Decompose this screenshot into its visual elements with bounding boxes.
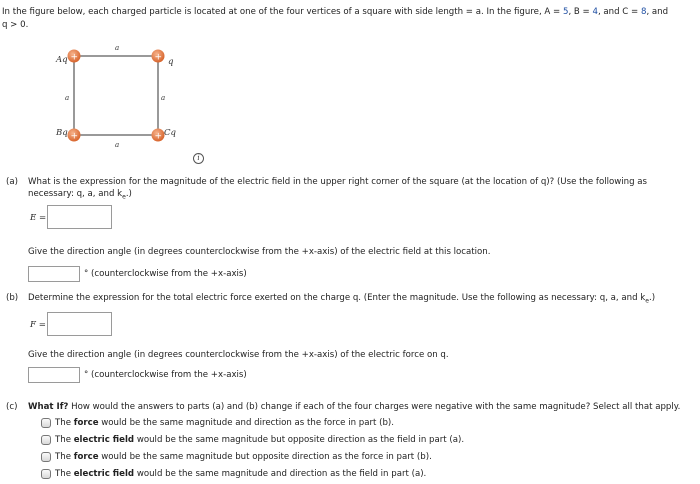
part-a-question-end: .) <box>125 189 132 199</box>
label-Cq: Cq <box>164 128 176 138</box>
intro-text-3: , and C = <box>597 7 641 17</box>
option-2-post: would be the same magnitude but opposite direction as the field in part (a). <box>134 435 465 445</box>
svg-text:+: + <box>154 52 163 63</box>
part-a-direction-prompt: Give the direction angle (in degrees counterclockwise from the +x-axis) of the electric field at this location. <box>28 247 491 257</box>
part-a-question-text: necessary: q, a, and k <box>28 189 123 199</box>
part-c-marker: (c) <box>6 402 18 412</box>
force-angle-input[interactable] <box>28 367 80 383</box>
charge-square-figure <box>50 40 190 160</box>
intro-text-2: , B = <box>568 7 593 17</box>
f-input[interactable] <box>47 312 112 336</box>
part-b-direction-prompt: Give the direction angle (in degrees counterclockwise from the +x-axis) of the electric force on q. <box>28 350 449 360</box>
option-3-pre: The <box>55 452 74 462</box>
svg-text:+: + <box>70 52 79 63</box>
info-icon-glyph: i <box>197 154 200 162</box>
label-q: q <box>168 57 174 67</box>
info-icon[interactable] <box>193 153 204 164</box>
part-b-question-sub: e <box>645 297 649 305</box>
part-a-question-line2 <box>28 189 132 201</box>
svg-text:+: + <box>154 131 163 142</box>
field-angle-unit: ° (counterclockwise from the +x-axis) <box>84 269 247 279</box>
problem-intro <box>2 7 668 17</box>
value-A: 5 <box>562 7 569 17</box>
part-a-marker: (a) <box>6 177 18 187</box>
part-c-question <box>28 402 680 412</box>
intro-text-4: , and <box>646 7 669 17</box>
option-4-bold: electric field <box>73 469 135 479</box>
label-Bq: Bq <box>56 128 68 138</box>
force-angle-unit: ° (counterclockwise from the +x-axis) <box>84 370 247 380</box>
what-if-label: What If? <box>28 402 69 412</box>
option-3-bold: force <box>73 452 99 462</box>
option-2-label[interactable] <box>55 435 464 445</box>
option-4-label[interactable] <box>55 469 426 479</box>
option-1-pre: The <box>55 418 74 428</box>
side-label-top: a <box>115 44 120 52</box>
problem-intro-line2: q > 0. <box>2 20 29 30</box>
part-c-question-text: How would the answers to parts (a) and (b) change if each of the four charges were negative with the same magnitude? Select all that apply. <box>68 402 681 412</box>
charge-bottom-right <box>152 129 165 142</box>
f-label: F = <box>30 320 46 330</box>
option-1-bold: force <box>73 418 99 428</box>
option-4-pre: The <box>55 469 74 479</box>
option-3-post: would be the same magnitude but opposite direction as the force in part (b). <box>98 452 432 462</box>
option-3-label[interactable] <box>55 452 432 462</box>
square-outline <box>74 56 158 135</box>
charge-bottom-left <box>68 129 81 142</box>
option-2-pre: The <box>55 435 74 445</box>
part-a-question-sub: e <box>122 193 126 201</box>
side-label-left: a <box>65 94 70 102</box>
charge-top-right <box>152 50 165 63</box>
option-1-post: would be the same magnitude and direction as the force in part (b). <box>98 418 395 428</box>
part-b-question-end: .) <box>648 293 656 303</box>
option-1-checkbox[interactable] <box>41 418 51 428</box>
label-Aq: Aq <box>56 55 68 65</box>
intro-text-1: In the figure below, each charged particle is located at one of the four vertices of a square with side length = a. In the figure, A = <box>2 7 563 17</box>
option-4-post: would be the same magnitude and direction as the field in part (a). <box>134 469 427 479</box>
option-2-checkbox[interactable] <box>41 435 51 445</box>
field-angle-input[interactable] <box>28 266 80 282</box>
side-label-right: a <box>161 94 166 102</box>
value-C: 8 <box>640 7 647 17</box>
value-B: 4 <box>592 7 598 17</box>
option-4-checkbox[interactable] <box>41 469 51 479</box>
e-input[interactable] <box>47 205 112 229</box>
part-b-question <box>28 293 655 305</box>
part-b-marker: (b) <box>6 293 19 303</box>
charge-top-left <box>68 50 81 63</box>
side-label-bottom: a <box>115 141 120 149</box>
option-1-label[interactable] <box>55 418 394 428</box>
e-label: E = <box>30 213 47 223</box>
svg-text:+: + <box>70 131 79 142</box>
part-a-question-line1: What is the expression for the magnitude of the electric field in the upper right corner of the square (at the location of q)? (Use the following as <box>28 177 648 187</box>
option-3-checkbox[interactable] <box>41 452 51 462</box>
part-b-question-text: Determine the expression for the total electric force exerted on the charge q. (Enter the magnitude. Use the following as necessary: q, a, and k <box>28 293 646 303</box>
option-2-bold: electric field <box>73 435 135 445</box>
